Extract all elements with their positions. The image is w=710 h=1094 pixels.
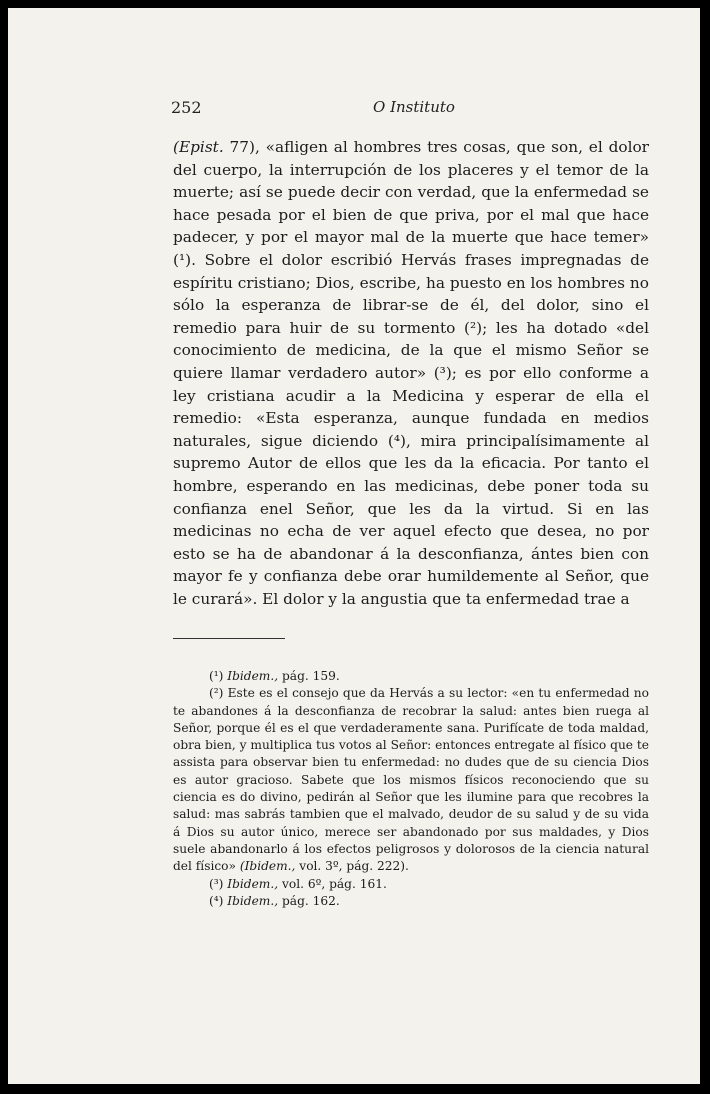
- footnote-cite: (Ibidem.,: [235, 859, 296, 874]
- footnote-mark: (²): [209, 686, 224, 701]
- footnote: [173, 893, 649, 910]
- footnote-mark: (³): [209, 876, 224, 891]
- footnote: [173, 876, 649, 893]
- main-text: [173, 136, 649, 610]
- footnote-text-tail: vol. 3º, pág. 222).: [295, 859, 409, 874]
- footnote-mark: (¹): [209, 669, 224, 683]
- running-title: O Instituto: [373, 98, 455, 116]
- footnote-mark: (⁴): [209, 893, 224, 908]
- page-number: 252: [171, 98, 202, 117]
- footnote: [173, 685, 649, 875]
- footnote-cite: Ibidem.,: [227, 876, 279, 891]
- footnote-cite: Ibidem.,: [227, 893, 279, 908]
- footnote-text: pág. 159.: [278, 669, 340, 683]
- main-paragraph: 77), «afligen al hombres tres cosas, que son, el dolor del cuerpo, la interrupción de los placeres y el temor de la muerte; así se puede decir con verdad, que la enfermedad se hace pesada por el bien de que priva, por el mal que hace padecer, y por el mayor mal de la muerte que hace temer» (¹). Sobre el dolor escribió Hervás frases impregnadas de espíritu cristiano; Dios, escribe, ha puesto en los hombres no sólo la esperanza de librar-se de él, del dolor, sino el remedio para huir de su tormento (²); les ha dotado «del conocimiento de medicina, de la que el mismo Señor se quiere llamar verdadero autor» (³); es por ello conforme a ley cristiana acudir a la Medicina y esperar de ella el remedio: «Esta esperanza, aunque fundada en medios naturales, sigue diciendo (⁴), mira principalísimamente al supremo Autor de ellos que les da la eficacia. Por tanto el hombre, esperando en las medicinas, debe poner toda su confianza enel Señor, que les da la virtud. Si en las medicinas no echa de ver aquel efecto que desea, no por esto se ha de abandonar á la desconfianza, ántes bien con mayor fe y confianza debe orar humildemente al Señor, que le curará». El dolor y la angustia que ta enfermedad trae a: [173, 138, 649, 608]
- footnote-cite: Ibidem.,: [227, 669, 279, 683]
- footnote-separator: [173, 638, 285, 639]
- page-header: [8, 98, 700, 118]
- footnote: [173, 668, 649, 685]
- footnote-text: Este es el consejo que da Hervás a su lector: «en tu enfermedad no te abandones á la desconfianza de recobrar la salud: antes bien ruega al Señor, porque él es el que verdaderamente sana. Purifícate de toda maldad, obra bien, y multiplica tus votos al Señor: entonces entregate al físico que te assista para observar bien tu enfermedad: no dudes que de su ciencia Dios es autor gracioso. Sabete que los mismos físicos reconociendo que su ciencia es do divino, pedirán al Señor que les ilumine para que recobres la salud: mas sabrás tambien que el malvado, deudor de su salud y de su vida á Dios su autor único, merece ser abandonado por sus maldades, y Dios suele abandonarlo á los efectos peligrosos y dolorosos de la ciencia natural del físico»: [173, 686, 649, 874]
- book-page: [8, 8, 700, 1084]
- footnote-text: vol. 6º, pág. 161.: [278, 876, 387, 891]
- epist-citation: (Epist.: [173, 138, 224, 156]
- footnotes: [173, 668, 649, 910]
- footnote-text: pág. 162.: [278, 893, 340, 908]
